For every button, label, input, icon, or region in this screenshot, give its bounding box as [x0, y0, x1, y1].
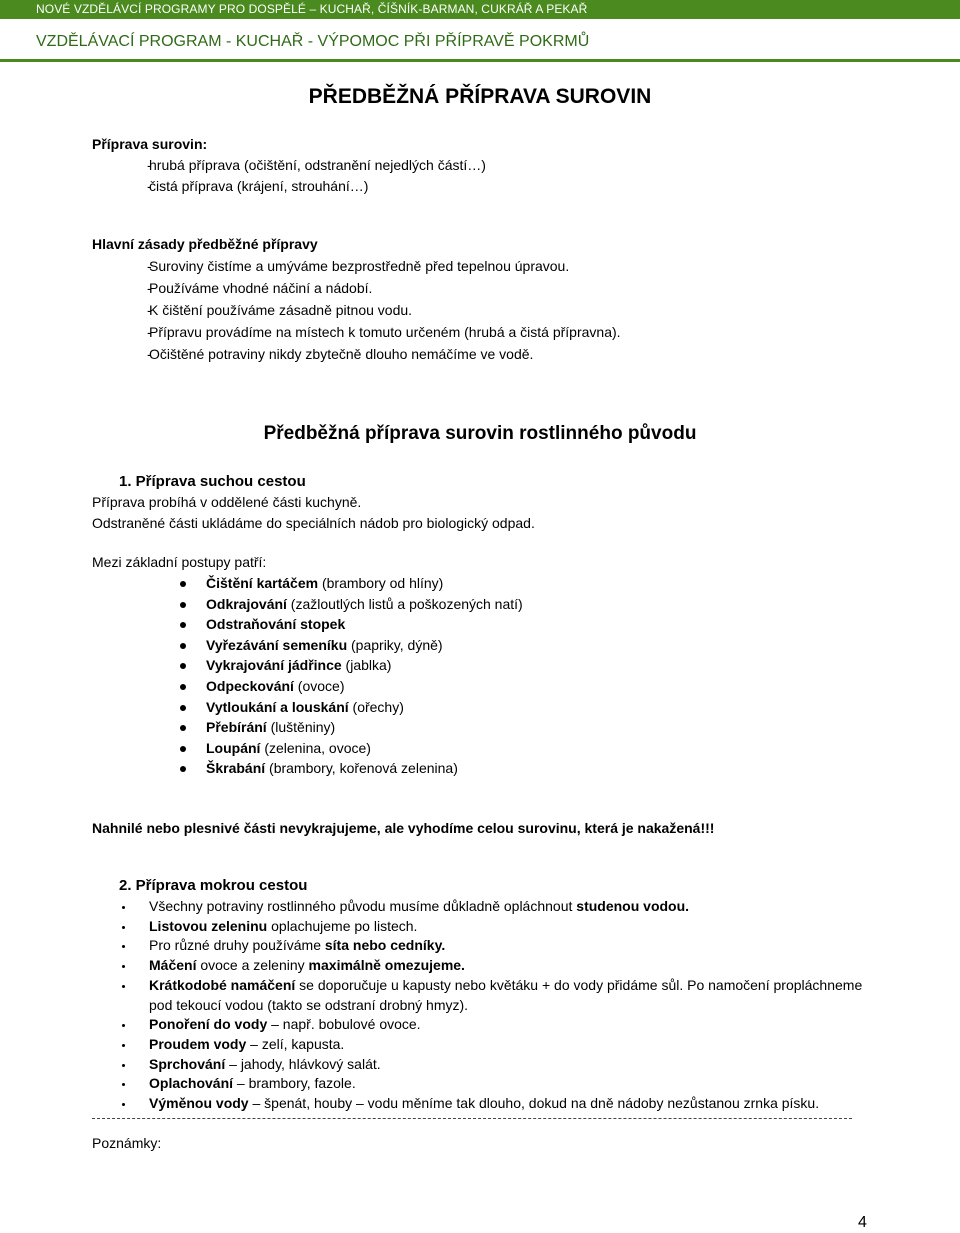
list-item: Máčení ovoce a zeleniny maximálně omezujeme. [92, 956, 872, 976]
list-item: Krátkodobé namáčení se doporučuje u kapusty nebo květáku + do vody přidáme sůl. Po namočení propláchneme pod tekoucí vodou (takto se odstraní drobný hmyz). [92, 976, 872, 1015]
list-item: Vytloukání a louskání (ořechy) [92, 697, 535, 718]
list-item: Přebírání (luštěniny) [92, 717, 535, 738]
principles-heading: Hlavní zásady předběžné přípravy [92, 236, 318, 252]
section-title: Předběžná příprava surovin rostlinného původu [263, 423, 697, 444]
header-subtitle: VZDĚLÁVACÍ PROGRAM - KUCHAŘ - VÝPOMOC PŘI PŘÍPRAVĚ POKRMŮ [36, 33, 590, 50]
dry-intro: Mezi základní postupy patří: [92, 554, 267, 570]
prep-heading: Příprava surovin: [92, 136, 208, 152]
wet-list [92, 897, 872, 1114]
list-item: - Suroviny čistíme a umýváme bezprostředně před tepelnou úpravou. [92, 255, 621, 277]
list-item: Výměnou vody – špenát, houby – vodu měníme tak dlouho, dokud na dně nádoby nezůstanou zrnka písku. [92, 1094, 872, 1114]
principles-list [92, 255, 621, 365]
list-item: - čistá příprava (krájení, strouhání…) [92, 176, 486, 197]
prep-list [92, 155, 486, 197]
list-item: Všechny potraviny rostlinného původu musíme důkladně opláchnout studenou vodou. [92, 897, 872, 917]
list-item: Ponoření do vody – např. bobulové ovoce. [92, 1015, 872, 1035]
dashed-separator [92, 1118, 852, 1119]
list-item: Odstraňování stopek [92, 614, 535, 635]
page-header [0, 0, 960, 62]
list-item: - K čištění používáme zásadně pitnou vodu. [92, 299, 621, 321]
list-item: Vyřezávání semeníku (papriky, dýně) [92, 635, 535, 656]
page-title: PŘEDBĚŽNÁ PŘÍPRAVA SUROVIN [308, 85, 652, 108]
list-item: - Přípravu provádíme na místech k tomuto určeném (hrubá a čistá přípravna). [92, 321, 621, 343]
dry-section [92, 471, 535, 779]
list-item: Oplachování – brambory, fazole. [92, 1074, 872, 1094]
list-item: Listovou zeleninu oplachujeme po listech. [92, 917, 872, 937]
list-item: - Očištěné potraviny nikdy zbytečně dlouho nemáčíme ve vodě. [92, 343, 621, 365]
principles-section [92, 233, 621, 365]
wet-heading: 2. Příprava mokrou cestou [119, 877, 308, 894]
notes-label: Poznámky: [92, 1135, 162, 1151]
page-number: 4 [858, 1214, 867, 1231]
warning-text: Nahnilé nebo plesnivé části nevykrajujeme, ale vyhodíme celou surovinu, která je nakažená!!! [92, 820, 715, 836]
list-item: Pro různé druhy používáme síta nebo cedníky. [92, 936, 872, 956]
list-item: Proudem vody – zelí, kapusta. [92, 1035, 872, 1055]
prep-section [92, 134, 486, 197]
list-item: Loupání (zelenina, ovoce) [92, 738, 535, 759]
dry-line-2: Odstraněné části ukládáme do speciálních nádob pro biologický odpad. [92, 515, 535, 531]
list-item: Škrabání (brambory, kořenová zelenina) [92, 758, 535, 779]
list-item: - Používáme vhodné náčiní a nádobí. [92, 277, 621, 299]
header-program-line: NOVÉ VZDĚLÁVCÍ PROGRAMY PRO DOSPĚLÉ – KUCHAŘ, ČÍŠNÍK-BARMAN, CUKRÁŘ A PEKAŘ [36, 2, 588, 16]
dry-heading: 1. Příprava suchou cestou [119, 473, 306, 490]
dry-procedures-list [92, 573, 535, 779]
list-item: Odpeckování (ovoce) [92, 676, 535, 697]
list-item: Odkrajování (zažloutlých listů a poškozených natí) [92, 594, 535, 615]
header-rule [0, 59, 960, 62]
wet-section [92, 875, 872, 1114]
list-item: Vykrajování jádřince (jablka) [92, 655, 535, 676]
list-item: Sprchování – jahody, hlávkový salát. [92, 1055, 872, 1075]
dry-line-1: Příprava probíhá v oddělené části kuchyně. [92, 494, 362, 510]
list-item: - hrubá příprava (očištění, odstranění nejedlých částí…) [92, 155, 486, 176]
list-item: Čištění kartáčem (brambory od hlíny) [92, 573, 535, 594]
